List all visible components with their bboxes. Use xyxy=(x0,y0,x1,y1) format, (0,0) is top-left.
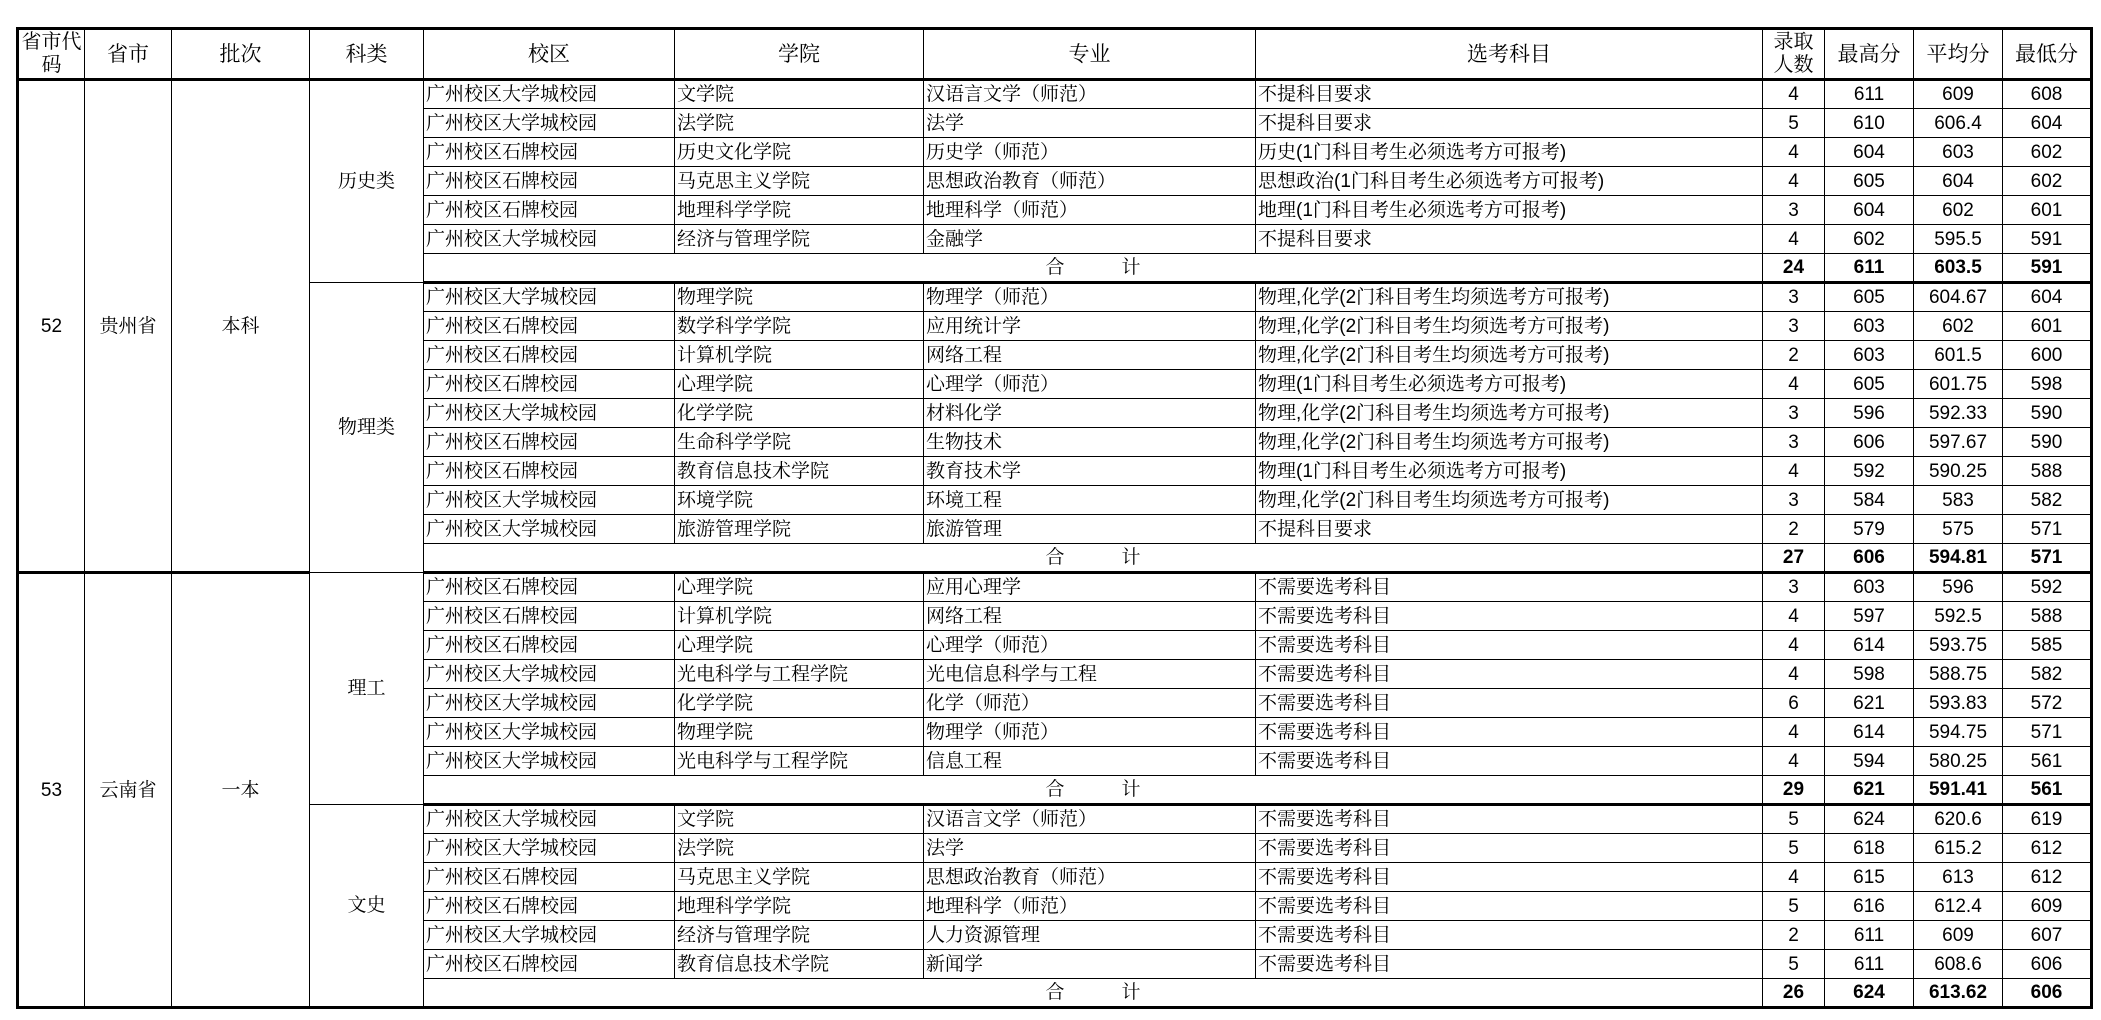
min-score: 612 xyxy=(2003,863,2092,892)
avg-score: 601.75 xyxy=(1914,370,2003,399)
max-score: 602 xyxy=(1825,225,1914,254)
avg-score: 602 xyxy=(1914,196,2003,225)
max-score: 616 xyxy=(1825,892,1914,921)
campus: 广州校区石牌校园 xyxy=(424,457,675,486)
college: 文学院 xyxy=(675,805,924,834)
campus: 广州校区大学城校园 xyxy=(424,399,675,428)
min-score: 582 xyxy=(2003,486,2092,515)
subjects: 不需要选考科目 xyxy=(1256,689,1763,718)
header-province: 省市 xyxy=(85,29,172,80)
subjects: 物理(1门科目考生必须选考方可报考) xyxy=(1256,370,1763,399)
major: 地理科学（师范） xyxy=(924,892,1256,921)
category: 物理类 xyxy=(310,283,424,573)
admitted-count: 4 xyxy=(1763,718,1825,747)
major: 材料化学 xyxy=(924,399,1256,428)
college: 心理学院 xyxy=(675,370,924,399)
subtotal-label: 合 计 xyxy=(424,776,1763,805)
subjects: 物理,化学(2门科目考生均须选考方可报考) xyxy=(1256,486,1763,515)
college: 经济与管理学院 xyxy=(675,921,924,950)
college: 化学学院 xyxy=(675,399,924,428)
avg-score: 580.25 xyxy=(1914,747,2003,776)
max-score: 611 xyxy=(1825,950,1914,979)
table-row xyxy=(18,283,2092,312)
batch: 一本 xyxy=(172,573,310,1008)
subjects: 不需要选考科目 xyxy=(1256,718,1763,747)
province-name: 云南省 xyxy=(85,573,172,1008)
avg-score: 588.75 xyxy=(1914,660,2003,689)
college: 历史文化学院 xyxy=(675,138,924,167)
major: 应用统计学 xyxy=(924,312,1256,341)
min-score: 619 xyxy=(2003,805,2092,834)
admitted-count: 5 xyxy=(1763,834,1825,863)
avg-score: 603 xyxy=(1914,138,2003,167)
max-score: 618 xyxy=(1825,834,1914,863)
major: 化学（师范） xyxy=(924,689,1256,718)
max-score: 604 xyxy=(1825,196,1914,225)
admitted-count: 3 xyxy=(1763,486,1825,515)
min-score: 601 xyxy=(2003,312,2092,341)
subtotal-min: 561 xyxy=(2003,776,2092,805)
max-score: 615 xyxy=(1825,863,1914,892)
header-row xyxy=(18,29,2092,80)
subtotal-min: 571 xyxy=(2003,544,2092,573)
header-min-score: 最低分 xyxy=(2003,29,2092,80)
min-score: 561 xyxy=(2003,747,2092,776)
max-score: 611 xyxy=(1825,921,1914,950)
major: 应用心理学 xyxy=(924,573,1256,602)
min-score: 588 xyxy=(2003,457,2092,486)
subjects: 不需要选考科目 xyxy=(1256,573,1763,602)
avg-score: 606.4 xyxy=(1914,109,2003,138)
campus: 广州校区石牌校园 xyxy=(424,167,675,196)
subjects: 物理,化学(2门科目考生均须选考方可报考) xyxy=(1256,428,1763,457)
subtotal-avg: 594.81 xyxy=(1914,544,2003,573)
campus: 广州校区大学城校园 xyxy=(424,834,675,863)
subtotal-count: 26 xyxy=(1763,979,1825,1008)
major: 心理学（师范） xyxy=(924,370,1256,399)
campus: 广州校区石牌校园 xyxy=(424,863,675,892)
max-score: 605 xyxy=(1825,167,1914,196)
subjects: 不提科目要求 xyxy=(1256,80,1763,109)
min-score: 602 xyxy=(2003,138,2092,167)
header-campus: 校区 xyxy=(424,29,675,80)
min-score: 591 xyxy=(2003,225,2092,254)
college: 心理学院 xyxy=(675,573,924,602)
batch: 本科 xyxy=(172,80,310,573)
college: 文学院 xyxy=(675,80,924,109)
max-score: 614 xyxy=(1825,631,1914,660)
subtotal-max: 606 xyxy=(1825,544,1914,573)
college: 马克思主义学院 xyxy=(675,167,924,196)
min-score: 585 xyxy=(2003,631,2092,660)
major: 思想政治教育（师范） xyxy=(924,863,1256,892)
min-score: 590 xyxy=(2003,428,2092,457)
campus: 广州校区大学城校园 xyxy=(424,109,675,138)
campus: 广州校区石牌校园 xyxy=(424,341,675,370)
min-score: 609 xyxy=(2003,892,2092,921)
max-score: 611 xyxy=(1825,80,1914,109)
max-score: 598 xyxy=(1825,660,1914,689)
major: 物理学（师范） xyxy=(924,283,1256,312)
college: 法学院 xyxy=(675,109,924,138)
college: 环境学院 xyxy=(675,486,924,515)
min-score: 571 xyxy=(2003,515,2092,544)
header-batch: 批次 xyxy=(172,29,310,80)
min-score: 588 xyxy=(2003,602,2092,631)
min-score: 582 xyxy=(2003,660,2092,689)
college: 地理科学学院 xyxy=(675,892,924,921)
avg-score: 615.2 xyxy=(1914,834,2003,863)
subjects: 不提科目要求 xyxy=(1256,225,1763,254)
college: 物理学院 xyxy=(675,718,924,747)
min-score: 606 xyxy=(2003,950,2092,979)
major: 金融学 xyxy=(924,225,1256,254)
subtotal-label: 合 计 xyxy=(424,544,1763,573)
avg-score: 575 xyxy=(1914,515,2003,544)
subtotal-max: 621 xyxy=(1825,776,1914,805)
subjects: 物理(1门科目考生必须选考方可报考) xyxy=(1256,457,1763,486)
min-score: 571 xyxy=(2003,718,2092,747)
subjects: 不需要选考科目 xyxy=(1256,834,1763,863)
header-province-code: 省市代码 xyxy=(18,29,85,80)
subjects: 不需要选考科目 xyxy=(1256,747,1763,776)
college: 法学院 xyxy=(675,834,924,863)
admitted-count: 4 xyxy=(1763,863,1825,892)
campus: 广州校区大学城校园 xyxy=(424,805,675,834)
min-score: 601 xyxy=(2003,196,2092,225)
avg-score: 602 xyxy=(1914,312,2003,341)
major: 生物技术 xyxy=(924,428,1256,457)
avg-score: 609 xyxy=(1914,921,2003,950)
avg-score: 597.67 xyxy=(1914,428,2003,457)
college: 教育信息技术学院 xyxy=(675,457,924,486)
min-score: 572 xyxy=(2003,689,2092,718)
campus: 广州校区大学城校园 xyxy=(424,689,675,718)
campus: 广州校区大学城校园 xyxy=(424,486,675,515)
subtotal-max: 611 xyxy=(1825,254,1914,283)
campus: 广州校区石牌校园 xyxy=(424,428,675,457)
campus: 广州校区石牌校园 xyxy=(424,573,675,602)
subjects: 物理,化学(2门科目考生均须选考方可报考) xyxy=(1256,283,1763,312)
province-name: 贵州省 xyxy=(85,80,172,573)
college: 计算机学院 xyxy=(675,341,924,370)
major: 网络工程 xyxy=(924,341,1256,370)
subjects: 思想政治(1门科目考生必须选考方可报考) xyxy=(1256,167,1763,196)
min-score: 600 xyxy=(2003,341,2092,370)
min-score: 590 xyxy=(2003,399,2092,428)
subjects: 物理,化学(2门科目考生均须选考方可报考) xyxy=(1256,399,1763,428)
admitted-count: 3 xyxy=(1763,399,1825,428)
header-admitted-count: 录取人数 xyxy=(1763,29,1825,80)
college: 光电科学与工程学院 xyxy=(675,660,924,689)
major: 教育技术学 xyxy=(924,457,1256,486)
max-score: 594 xyxy=(1825,747,1914,776)
major: 新闻学 xyxy=(924,950,1256,979)
major: 旅游管理 xyxy=(924,515,1256,544)
min-score: 592 xyxy=(2003,573,2092,602)
admitted-count: 4 xyxy=(1763,747,1825,776)
subjects: 不需要选考科目 xyxy=(1256,950,1763,979)
avg-score: 592.5 xyxy=(1914,602,2003,631)
subtotal-min: 606 xyxy=(2003,979,2092,1008)
subjects: 地理(1门科目考生必须选考方可报考) xyxy=(1256,196,1763,225)
admitted-count: 4 xyxy=(1763,80,1825,109)
college: 经济与管理学院 xyxy=(675,225,924,254)
max-score: 624 xyxy=(1825,805,1914,834)
admitted-count: 3 xyxy=(1763,428,1825,457)
admitted-count: 2 xyxy=(1763,921,1825,950)
major: 信息工程 xyxy=(924,747,1256,776)
admitted-count: 5 xyxy=(1763,950,1825,979)
college: 生命科学学院 xyxy=(675,428,924,457)
header-college: 学院 xyxy=(675,29,924,80)
campus: 广州校区大学城校园 xyxy=(424,283,675,312)
admitted-count: 4 xyxy=(1763,631,1825,660)
max-score: 579 xyxy=(1825,515,1914,544)
avg-score: 608.6 xyxy=(1914,950,2003,979)
college: 物理学院 xyxy=(675,283,924,312)
subtotal-label: 合 计 xyxy=(424,254,1763,283)
avg-score: 620.6 xyxy=(1914,805,2003,834)
subjects: 不提科目要求 xyxy=(1256,109,1763,138)
avg-score: 592.33 xyxy=(1914,399,2003,428)
admitted-count: 4 xyxy=(1763,660,1825,689)
admitted-count: 4 xyxy=(1763,370,1825,399)
subjects: 不需要选考科目 xyxy=(1256,805,1763,834)
min-score: 602 xyxy=(2003,167,2092,196)
admitted-count: 4 xyxy=(1763,138,1825,167)
subtotal-avg: 603.5 xyxy=(1914,254,2003,283)
subjects: 历史(1门科目考生必须选考方可报考) xyxy=(1256,138,1763,167)
max-score: 596 xyxy=(1825,399,1914,428)
subtotal-min: 591 xyxy=(2003,254,2092,283)
avg-score: 604.67 xyxy=(1914,283,2003,312)
campus: 广州校区大学城校园 xyxy=(424,718,675,747)
college: 旅游管理学院 xyxy=(675,515,924,544)
college: 化学学院 xyxy=(675,689,924,718)
subtotal-count: 29 xyxy=(1763,776,1825,805)
subjects: 不提科目要求 xyxy=(1256,515,1763,544)
campus: 广州校区石牌校园 xyxy=(424,602,675,631)
subtotal-count: 27 xyxy=(1763,544,1825,573)
max-score: 604 xyxy=(1825,138,1914,167)
major: 物理学（师范） xyxy=(924,718,1256,747)
max-score: 621 xyxy=(1825,689,1914,718)
subjects: 不需要选考科目 xyxy=(1256,863,1763,892)
avg-score: 612.4 xyxy=(1914,892,2003,921)
max-score: 610 xyxy=(1825,109,1914,138)
min-score: 612 xyxy=(2003,834,2092,863)
province-code: 53 xyxy=(18,573,85,1008)
avg-score: 613 xyxy=(1914,863,2003,892)
admitted-count: 2 xyxy=(1763,515,1825,544)
admitted-count: 4 xyxy=(1763,457,1825,486)
college: 计算机学院 xyxy=(675,602,924,631)
subjects: 不需要选考科目 xyxy=(1256,602,1763,631)
major: 地理科学（师范） xyxy=(924,196,1256,225)
province-code: 52 xyxy=(18,80,85,573)
college: 地理科学学院 xyxy=(675,196,924,225)
max-score: 603 xyxy=(1825,341,1914,370)
campus: 广州校区大学城校园 xyxy=(424,921,675,950)
campus: 广州校区大学城校园 xyxy=(424,80,675,109)
subjects: 物理,化学(2门科目考生均须选考方可报考) xyxy=(1256,341,1763,370)
campus: 广州校区石牌校园 xyxy=(424,196,675,225)
admitted-count: 3 xyxy=(1763,283,1825,312)
min-score: 608 xyxy=(2003,80,2092,109)
category: 文史 xyxy=(310,805,424,1008)
campus: 广州校区石牌校园 xyxy=(424,370,675,399)
max-score: 605 xyxy=(1825,370,1914,399)
subjects: 物理,化学(2门科目考生均须选考方可报考) xyxy=(1256,312,1763,341)
major: 网络工程 xyxy=(924,602,1256,631)
category: 理工 xyxy=(310,573,424,805)
campus: 广州校区大学城校园 xyxy=(424,660,675,689)
campus: 广州校区石牌校园 xyxy=(424,312,675,341)
subtotal-count: 24 xyxy=(1763,254,1825,283)
header-major: 专业 xyxy=(924,29,1256,80)
college: 马克思主义学院 xyxy=(675,863,924,892)
subtotal-label: 合 计 xyxy=(424,979,1763,1008)
major: 环境工程 xyxy=(924,486,1256,515)
major: 思想政治教育（师范） xyxy=(924,167,1256,196)
subjects: 不需要选考科目 xyxy=(1256,892,1763,921)
admitted-count: 4 xyxy=(1763,602,1825,631)
campus: 广州校区大学城校园 xyxy=(424,747,675,776)
max-score: 614 xyxy=(1825,718,1914,747)
max-score: 606 xyxy=(1825,428,1914,457)
major: 历史学（师范） xyxy=(924,138,1256,167)
min-score: 607 xyxy=(2003,921,2092,950)
table-row xyxy=(18,80,2092,109)
max-score: 603 xyxy=(1825,312,1914,341)
admitted-count: 6 xyxy=(1763,689,1825,718)
campus: 广州校区石牌校园 xyxy=(424,631,675,660)
major: 汉语言文学（师范） xyxy=(924,80,1256,109)
major: 心理学（师范） xyxy=(924,631,1256,660)
avg-score: 595.5 xyxy=(1914,225,2003,254)
college: 教育信息技术学院 xyxy=(675,950,924,979)
min-score: 598 xyxy=(2003,370,2092,399)
college: 光电科学与工程学院 xyxy=(675,747,924,776)
min-score: 604 xyxy=(2003,109,2092,138)
subjects: 不需要选考科目 xyxy=(1256,921,1763,950)
avg-score: 609 xyxy=(1914,80,2003,109)
max-score: 597 xyxy=(1825,602,1914,631)
campus: 广州校区石牌校园 xyxy=(424,892,675,921)
admitted-count: 4 xyxy=(1763,167,1825,196)
avg-score: 583 xyxy=(1914,486,2003,515)
min-score: 604 xyxy=(2003,283,2092,312)
table-row xyxy=(18,805,2092,834)
avg-score: 601.5 xyxy=(1914,341,2003,370)
header-category: 科类 xyxy=(310,29,424,80)
max-score: 592 xyxy=(1825,457,1914,486)
avg-score: 594.75 xyxy=(1914,718,2003,747)
admission-scores-table xyxy=(16,27,2093,1009)
avg-score: 596 xyxy=(1914,573,2003,602)
campus: 广州校区石牌校园 xyxy=(424,138,675,167)
college: 数学科学学院 xyxy=(675,312,924,341)
college: 心理学院 xyxy=(675,631,924,660)
admitted-count: 2 xyxy=(1763,341,1825,370)
major: 法学 xyxy=(924,109,1256,138)
admitted-count: 3 xyxy=(1763,196,1825,225)
campus: 广州校区石牌校园 xyxy=(424,950,675,979)
header-avg-score: 平均分 xyxy=(1914,29,2003,80)
subjects: 不需要选考科目 xyxy=(1256,631,1763,660)
admitted-count: 3 xyxy=(1763,573,1825,602)
max-score: 584 xyxy=(1825,486,1914,515)
avg-score: 593.75 xyxy=(1914,631,2003,660)
subtotal-max: 624 xyxy=(1825,979,1914,1008)
header-subjects: 选考科目 xyxy=(1256,29,1763,80)
admitted-count: 4 xyxy=(1763,225,1825,254)
major: 法学 xyxy=(924,834,1256,863)
avg-score: 604 xyxy=(1914,167,2003,196)
admitted-count: 5 xyxy=(1763,109,1825,138)
avg-score: 590.25 xyxy=(1914,457,2003,486)
subtotal-avg: 591.41 xyxy=(1914,776,2003,805)
max-score: 603 xyxy=(1825,573,1914,602)
major: 人力资源管理 xyxy=(924,921,1256,950)
campus: 广州校区大学城校园 xyxy=(424,515,675,544)
avg-score: 593.83 xyxy=(1914,689,2003,718)
major: 光电信息科学与工程 xyxy=(924,660,1256,689)
admitted-count: 3 xyxy=(1763,312,1825,341)
table-row xyxy=(18,573,2092,602)
major: 汉语言文学（师范） xyxy=(924,805,1256,834)
table-body xyxy=(18,80,2092,1008)
max-score: 605 xyxy=(1825,283,1914,312)
header-max-score: 最高分 xyxy=(1825,29,1914,80)
subtotal-avg: 613.62 xyxy=(1914,979,2003,1008)
admitted-count: 5 xyxy=(1763,892,1825,921)
subjects: 不需要选考科目 xyxy=(1256,660,1763,689)
category: 历史类 xyxy=(310,80,424,283)
admitted-count: 5 xyxy=(1763,805,1825,834)
campus: 广州校区大学城校园 xyxy=(424,225,675,254)
